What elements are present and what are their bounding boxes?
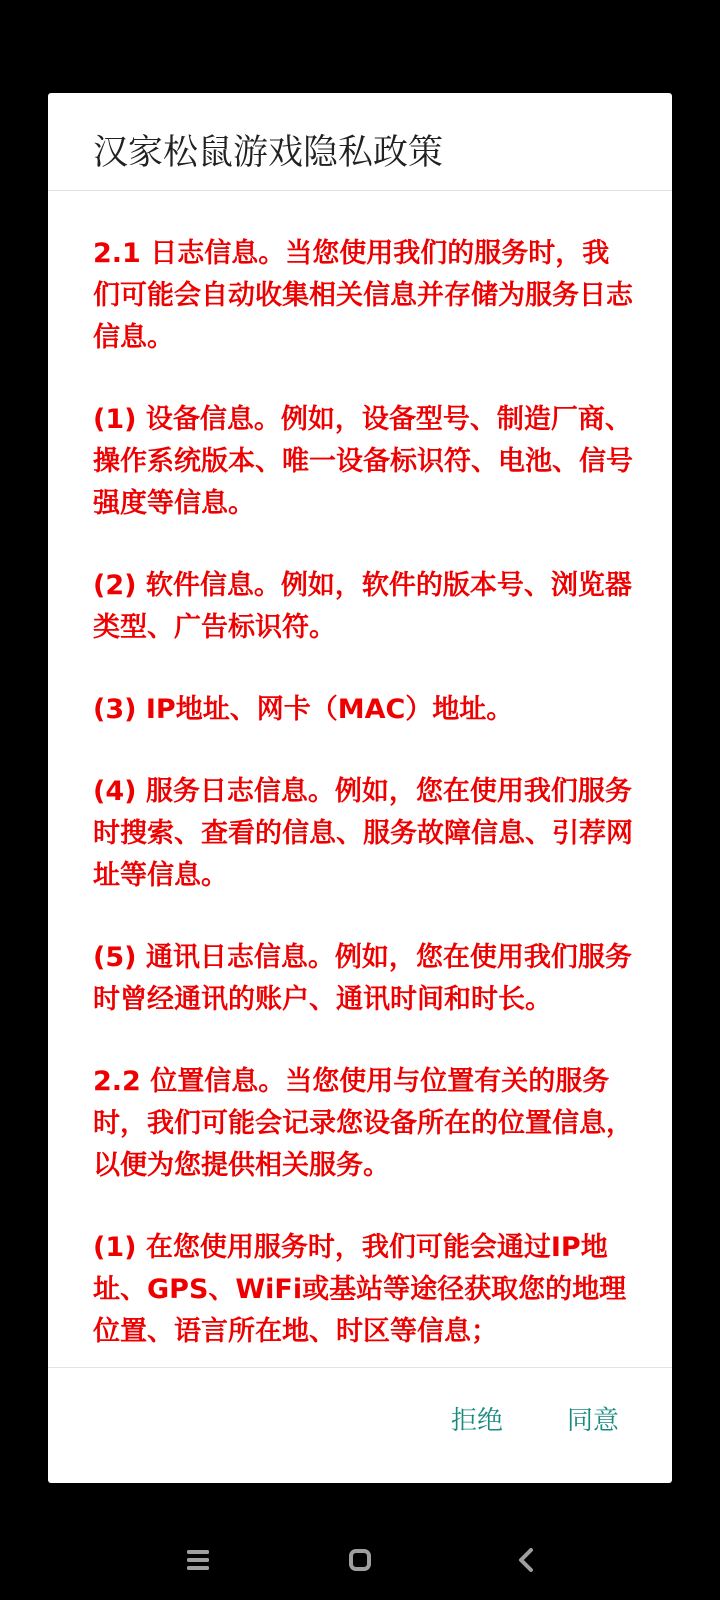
dialog-actions <box>48 1368 672 1483</box>
policy-scroll-area[interactable] <box>48 191 672 1367</box>
recent-apps-button[interactable] <box>178 1540 218 1580</box>
policy-paragraph: (3) IP地址、网卡（MAC）地址。 <box>93 694 514 725</box>
privacy-policy-dialog <box>48 93 672 1483</box>
policy-paragraph: 2.1 日志信息。当您使用我们的服务时，我们可能会自动收集相关信息并存储为服务日志信息。 <box>93 238 633 353</box>
policy-paragraph: (2) 软件信息。例如，软件的版本号、浏览器类型、广告标识符。 <box>93 570 632 643</box>
back-icon <box>516 1547 536 1573</box>
policy-paragraph <box>93 191 633 193</box>
reject-button[interactable]: 拒绝 <box>443 1394 511 1448</box>
menu-icon <box>186 1549 210 1571</box>
dialog-title: 汉家松鼠游戏隐私政策 <box>93 133 444 173</box>
policy-paragraph: (4) 服务日志信息。例如，您在使用我们服务时搜索、查看的信息、服务故障信息、引荐网址等信息。 <box>93 776 633 891</box>
policy-paragraph: (1) 设备信息。例如，设备型号、制造厂商、操作系统版本、唯一设备标识符、电池、信号强度等信息。 <box>93 404 633 519</box>
back-button[interactable] <box>506 1540 546 1580</box>
policy-paragraph: 2.2 位置信息。当您使用与位置有关的服务时，我们可能会记录您设备所在的位置信息，以便为您提供相关服务。 <box>93 1066 633 1181</box>
policy-paragraph: (1) 在您使用服务时，我们可能会通过IP地址、GPS、WiFi或基站等途径获取您的地理位置、语言所在地、时区等信息； <box>93 1232 627 1347</box>
home-icon <box>348 1548 372 1572</box>
policy-content <box>93 191 633 1367</box>
home-button[interactable] <box>340 1540 380 1580</box>
agree-button[interactable]: 同意 <box>559 1394 627 1448</box>
policy-paragraph: (5) 通讯日志信息。例如，您在使用我们服务时曾经通讯的账户、通讯时间和时长。 <box>93 942 632 1015</box>
system-navigation-bar <box>0 1520 720 1600</box>
